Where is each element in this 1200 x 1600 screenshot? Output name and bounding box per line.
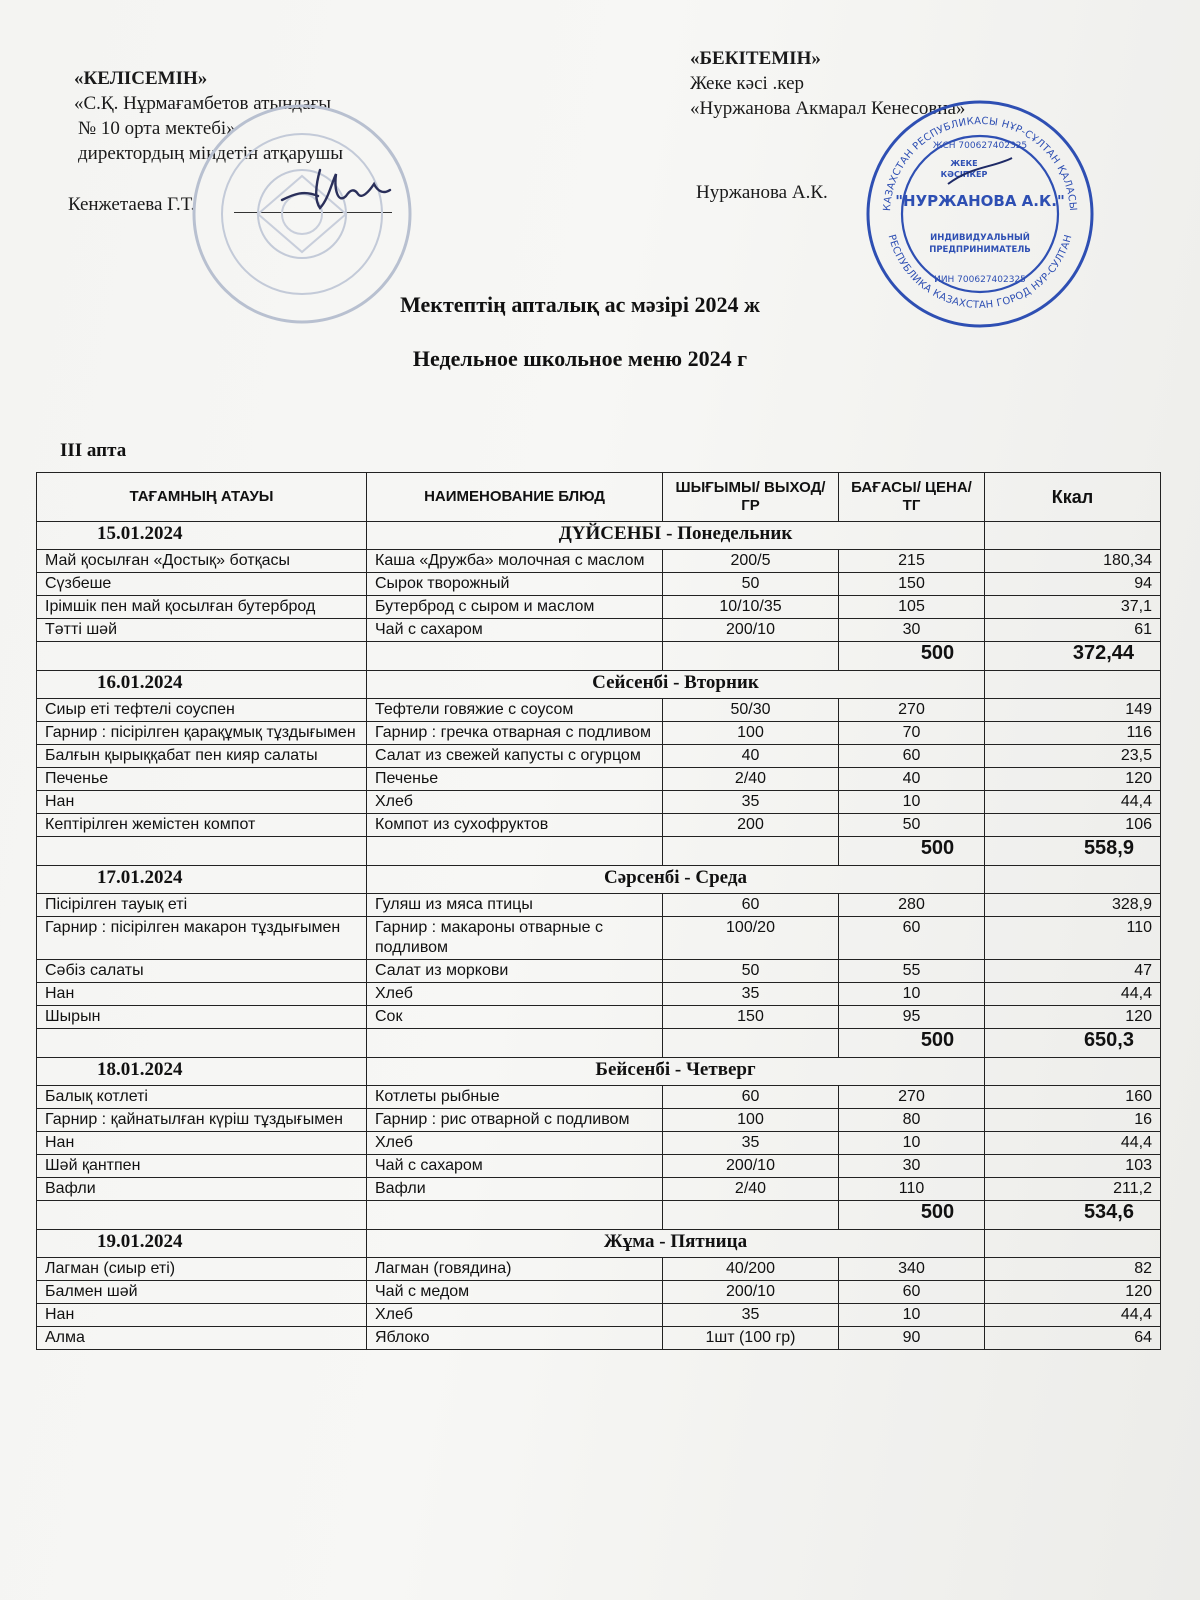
stamp-jsn: ЖСН 700627402325 — [932, 141, 1028, 151]
stamp-top-small: КӘСІПКЕР — [940, 170, 988, 179]
dish-price: 55 — [839, 960, 985, 983]
table-row — [37, 1006, 1161, 1029]
table-row — [37, 1327, 1161, 1350]
dish-price: 270 — [839, 699, 985, 722]
day-empty-cell — [985, 1058, 1161, 1086]
dish-kcal: 16 — [985, 1109, 1161, 1132]
dish-name-kk: Сиыр еті тефтелі соуспен — [37, 699, 367, 722]
dish-kcal: 160 — [985, 1086, 1161, 1109]
table-row — [37, 722, 1161, 745]
dish-yield: 40 — [663, 745, 839, 768]
day-empty-cell — [985, 671, 1161, 699]
day-date: 16.01.2024 — [37, 671, 367, 699]
week-label: ІІІ апта — [60, 440, 127, 461]
dish-kcal: 44,4 — [985, 1304, 1161, 1327]
dish-yield: 2/40 — [663, 1178, 839, 1201]
table-row — [37, 745, 1161, 768]
dish-kcal: 44,4 — [985, 791, 1161, 814]
dish-name-kk: Ірімшік пен май қосылған бутерброд — [37, 596, 367, 619]
dish-yield: 50 — [663, 960, 839, 983]
dish-name-kk: Лагман (сиыр еті) — [37, 1258, 367, 1281]
column-header-kcal: Ккал — [985, 473, 1161, 522]
dish-yield: 35 — [663, 791, 839, 814]
table-row — [37, 1281, 1161, 1304]
day-empty-cell — [985, 522, 1161, 550]
total-price: 500 — [839, 1201, 985, 1230]
dish-price: 280 — [839, 894, 985, 917]
dish-name-kk: Шәй қантпен — [37, 1155, 367, 1178]
dish-kcal: 82 — [985, 1258, 1161, 1281]
approval-right-signer — [696, 180, 828, 205]
dish-name-ru: Хлеб — [367, 1304, 663, 1327]
approval-right-signer-name: Нуржанова А.К. — [696, 182, 828, 203]
dish-name-kk: Гарнир : пісірілген макарон тұздығымен — [37, 917, 367, 960]
total-price: 500 — [839, 642, 985, 671]
dish-yield: 1шт (100 гр) — [663, 1327, 839, 1350]
table-row — [37, 1086, 1161, 1109]
total-price: 500 — [839, 1029, 985, 1058]
total-empty-cell — [37, 1201, 367, 1230]
day-name: Бейсенбі - Четверг — [367, 1058, 985, 1086]
stamp-ring-top: КАЗАХСТАН РЕСПУБЛИКАСЫ НҰР-СҰЛТАН ҚАЛАСЫ — [881, 115, 1079, 212]
day-name: Сейсенбі - Вторник — [367, 671, 985, 699]
dish-name-ru: Яблоко — [367, 1327, 663, 1350]
table-row — [37, 699, 1161, 722]
day-date: 19.01.2024 — [37, 1230, 367, 1258]
dish-yield: 60 — [663, 1086, 839, 1109]
dish-yield: 10/10/35 — [663, 596, 839, 619]
approval-right-line: Жеке кәсі .кер — [690, 73, 804, 94]
table-row — [37, 596, 1161, 619]
dish-kcal: 116 — [985, 722, 1161, 745]
dish-kcal: 328,9 — [985, 894, 1161, 917]
dish-price: 340 — [839, 1258, 985, 1281]
dish-price: 30 — [839, 1155, 985, 1178]
dish-name-kk: Гарнир : қайнатылған күріш тұздығымен — [37, 1109, 367, 1132]
dish-name-ru: Тефтели говяжие с соусом — [367, 699, 663, 722]
dish-price: 70 — [839, 722, 985, 745]
total-empty-cell — [367, 642, 663, 671]
menu-body — [37, 522, 1161, 1350]
table-header-row — [37, 473, 1161, 522]
dish-price: 30 — [839, 619, 985, 642]
table-row — [37, 619, 1161, 642]
total-kcal: 558,9 — [985, 837, 1161, 866]
dish-name-kk: Тәтті шәй — [37, 619, 367, 642]
dish-name-ru: Чай с сахаром — [367, 619, 663, 642]
dish-yield: 60 — [663, 894, 839, 917]
table-row — [37, 814, 1161, 837]
column-header-name-kk: ТАҒАМНЫҢ АТАУЫ — [37, 473, 367, 522]
total-empty-cell — [37, 1029, 367, 1058]
dish-kcal: 44,4 — [985, 1132, 1161, 1155]
total-price: 500 — [839, 837, 985, 866]
page-title-ru: Недельное школьное меню 2024 г — [412, 346, 748, 371]
signature-left — [274, 160, 394, 220]
approval-left-line: директордың міндетін атқарушы — [78, 143, 344, 164]
dish-price: 80 — [839, 1109, 985, 1132]
dish-name-kk: Май қосылған «Достық» ботқасы — [37, 550, 367, 573]
column-header-price: БАҒАСЫ/ ЦЕНА/ТГ — [839, 473, 985, 522]
day-name: ДҮЙСЕНБІ - Понедельник — [367, 522, 985, 550]
total-empty-cell — [663, 642, 839, 671]
approval-left-line: № 10 орта мектебі» — [78, 118, 236, 139]
total-empty-cell — [37, 642, 367, 671]
dish-price: 10 — [839, 791, 985, 814]
total-empty-cell — [663, 1029, 839, 1058]
dish-kcal: 120 — [985, 1006, 1161, 1029]
stamp-name: "НУРЖАНОВА А.К." — [895, 192, 1065, 210]
dish-name-kk: Сәбіз салаты — [37, 960, 367, 983]
total-kcal: 534,6 — [985, 1201, 1161, 1230]
dish-name-ru: Каша «Дружба» молочная с маслом — [367, 550, 663, 573]
dish-price: 90 — [839, 1327, 985, 1350]
dish-yield: 50 — [663, 573, 839, 596]
dish-yield: 35 — [663, 1132, 839, 1155]
dish-name-ru: Котлеты рыбные — [367, 1086, 663, 1109]
dish-kcal: 149 — [985, 699, 1161, 722]
dish-yield: 200/5 — [663, 550, 839, 573]
dish-price: 60 — [839, 745, 985, 768]
approval-right-title: «БЕКІТЕМІН» — [690, 48, 821, 69]
dish-price: 215 — [839, 550, 985, 573]
day-total-row — [37, 642, 1161, 671]
day-name: Жұма - Пятница — [367, 1230, 985, 1258]
dish-yield: 40/200 — [663, 1258, 839, 1281]
dish-yield: 50/30 — [663, 699, 839, 722]
stamp-sub: ПРЕДПРИНИМАТЕЛЬ — [929, 245, 1031, 255]
total-empty-cell — [367, 1029, 663, 1058]
table-row — [37, 894, 1161, 917]
dish-name-kk: Гарнир : пісірілген қарақұмық тұздығымен — [37, 722, 367, 745]
dish-kcal: 37,1 — [985, 596, 1161, 619]
dish-yield: 100 — [663, 722, 839, 745]
dish-name-ru: Хлеб — [367, 1132, 663, 1155]
dish-name-kk: Нан — [37, 1304, 367, 1327]
dish-price: 110 — [839, 1178, 985, 1201]
day-date: 17.01.2024 — [37, 866, 367, 894]
dish-kcal: 180,34 — [985, 550, 1161, 573]
dish-name-kk: Нан — [37, 791, 367, 814]
dish-kcal: 103 — [985, 1155, 1161, 1178]
total-kcal: 372,44 — [985, 642, 1161, 671]
dish-name-kk: Нан — [37, 983, 367, 1006]
table-row — [37, 768, 1161, 791]
table-row — [37, 960, 1161, 983]
day-date: 18.01.2024 — [37, 1058, 367, 1086]
day-total-row — [37, 1201, 1161, 1230]
day-date: 15.01.2024 — [37, 522, 367, 550]
approval-left-line: «С.Қ. Нұрмағамбетов атындағы — [74, 93, 332, 114]
dish-name-kk: Печенье — [37, 768, 367, 791]
dish-kcal: 120 — [985, 1281, 1161, 1304]
dish-kcal: 47 — [985, 960, 1161, 983]
dish-name-kk: Шырын — [37, 1006, 367, 1029]
dish-name-ru: Гарнир : макароны отварные с подливом — [367, 917, 663, 960]
stamp-inn: ИИН 700627402325 — [934, 275, 1026, 285]
dish-price: 40 — [839, 768, 985, 791]
dish-yield: 35 — [663, 1304, 839, 1327]
dish-kcal: 120 — [985, 768, 1161, 791]
approval-left-title: «КЕЛІСЕМІН» — [74, 68, 208, 89]
dish-price: 150 — [839, 573, 985, 596]
dish-name-kk: Кептірілген жемістен компот — [37, 814, 367, 837]
dish-yield: 150 — [663, 1006, 839, 1029]
dish-yield: 2/40 — [663, 768, 839, 791]
table-row — [37, 1109, 1161, 1132]
dish-name-kk: Алма — [37, 1327, 367, 1350]
dish-name-kk: Пісірілген тауық еті — [37, 894, 367, 917]
dish-yield: 200/10 — [663, 619, 839, 642]
approval-left-signer — [68, 192, 195, 217]
table-row — [37, 791, 1161, 814]
table-row — [37, 573, 1161, 596]
dish-name-kk: Балғын қырыққабат пен кияр салаты — [37, 745, 367, 768]
dish-kcal: 64 — [985, 1327, 1161, 1350]
dish-price: 50 — [839, 814, 985, 837]
dish-price: 10 — [839, 1132, 985, 1155]
dish-price: 10 — [839, 1304, 985, 1327]
dish-kcal: 23,5 — [985, 745, 1161, 768]
day-header-row — [37, 522, 1161, 550]
dish-name-ru: Гарнир : гречка отварная с подливом — [367, 722, 663, 745]
day-empty-cell — [985, 866, 1161, 894]
approval-right-line: «Нуржанова Акмарал Кенесовна» — [690, 98, 966, 119]
table-row — [37, 1178, 1161, 1201]
dish-name-ru: Салат из моркови — [367, 960, 663, 983]
dish-name-ru: Вафли — [367, 1178, 663, 1201]
dish-price: 270 — [839, 1086, 985, 1109]
dish-kcal: 44,4 — [985, 983, 1161, 1006]
table-row — [37, 917, 1161, 960]
table-row — [37, 550, 1161, 573]
day-empty-cell — [985, 1230, 1161, 1258]
dish-price: 60 — [839, 917, 985, 960]
stamp-top-small: ЖЕКЕ — [950, 159, 978, 168]
dish-price: 60 — [839, 1281, 985, 1304]
table-row — [37, 1155, 1161, 1178]
day-header-row — [37, 671, 1161, 699]
day-total-row — [37, 1029, 1161, 1058]
day-header-row — [37, 866, 1161, 894]
table-row — [37, 983, 1161, 1006]
dish-name-ru: Хлеб — [367, 983, 663, 1006]
dish-name-kk: Балмен шәй — [37, 1281, 367, 1304]
total-empty-cell — [663, 837, 839, 866]
day-header-row — [37, 1058, 1161, 1086]
page-title-kk: Мектептің апталық ас мәзірі 2024 ж — [400, 292, 760, 317]
dish-kcal: 94 — [985, 573, 1161, 596]
dish-price: 10 — [839, 983, 985, 1006]
column-header-yield: ШЫҒЫМЫ/ ВЫХОД/ГР — [663, 473, 839, 522]
table-row — [37, 1304, 1161, 1327]
dish-kcal: 110 — [985, 917, 1161, 960]
dish-price: 105 — [839, 596, 985, 619]
dish-price: 95 — [839, 1006, 985, 1029]
total-kcal: 650,3 — [985, 1029, 1161, 1058]
dish-name-ru: Компот из сухофруктов — [367, 814, 663, 837]
dish-name-ru: Сырок творожный — [367, 573, 663, 596]
total-empty-cell — [367, 837, 663, 866]
table-row — [37, 1132, 1161, 1155]
dish-yield: 100 — [663, 1109, 839, 1132]
table-row — [37, 1258, 1161, 1281]
dish-name-kk: Сүзбеше — [37, 573, 367, 596]
dish-kcal: 106 — [985, 814, 1161, 837]
dish-yield: 200 — [663, 814, 839, 837]
dish-yield: 100/20 — [663, 917, 839, 960]
day-total-row — [37, 837, 1161, 866]
stamp-ring-bottom: РЕСПУБЛИКА КАЗАХСТАН ГОРОД НУР-СУЛТАН — [885, 233, 1075, 312]
dish-kcal: 211,2 — [985, 1178, 1161, 1201]
total-empty-cell — [367, 1201, 663, 1230]
column-header-name-ru: НАИМЕНОВАНИЕ БЛЮД — [367, 473, 663, 522]
dish-yield: 35 — [663, 983, 839, 1006]
dish-yield: 200/10 — [663, 1281, 839, 1304]
dish-name-ru: Гарнир : рис отварной с подливом — [367, 1109, 663, 1132]
dish-kcal: 61 — [985, 619, 1161, 642]
dish-name-ru: Чай с сахаром — [367, 1155, 663, 1178]
dish-name-ru: Бутерброд с сыром и маслом — [367, 596, 663, 619]
total-empty-cell — [663, 1201, 839, 1230]
dish-name-ru: Печенье — [367, 768, 663, 791]
day-name: Сәрсенбі - Среда — [367, 866, 985, 894]
menu-table — [36, 472, 1161, 1350]
dish-yield: 200/10 — [663, 1155, 839, 1178]
dish-name-kk: Вафли — [37, 1178, 367, 1201]
approval-left-signer-name: Кенжетаева Г.Т. — [68, 194, 196, 215]
dish-name-ru: Гуляш из мяса птицы — [367, 894, 663, 917]
dish-name-kk: Нан — [37, 1132, 367, 1155]
dish-name-ru: Лагман (говядина) — [367, 1258, 663, 1281]
dish-name-kk: Балық котлеті — [37, 1086, 367, 1109]
dish-name-ru: Чай с медом — [367, 1281, 663, 1304]
dish-name-ru: Сок — [367, 1006, 663, 1029]
dish-name-ru: Салат из свежей капусты с огурцом — [367, 745, 663, 768]
stamp-sub: ИНДИВИДУАЛЬНЫЙ — [930, 233, 1030, 243]
day-header-row — [37, 1230, 1161, 1258]
dish-name-ru: Хлеб — [367, 791, 663, 814]
total-empty-cell — [37, 837, 367, 866]
